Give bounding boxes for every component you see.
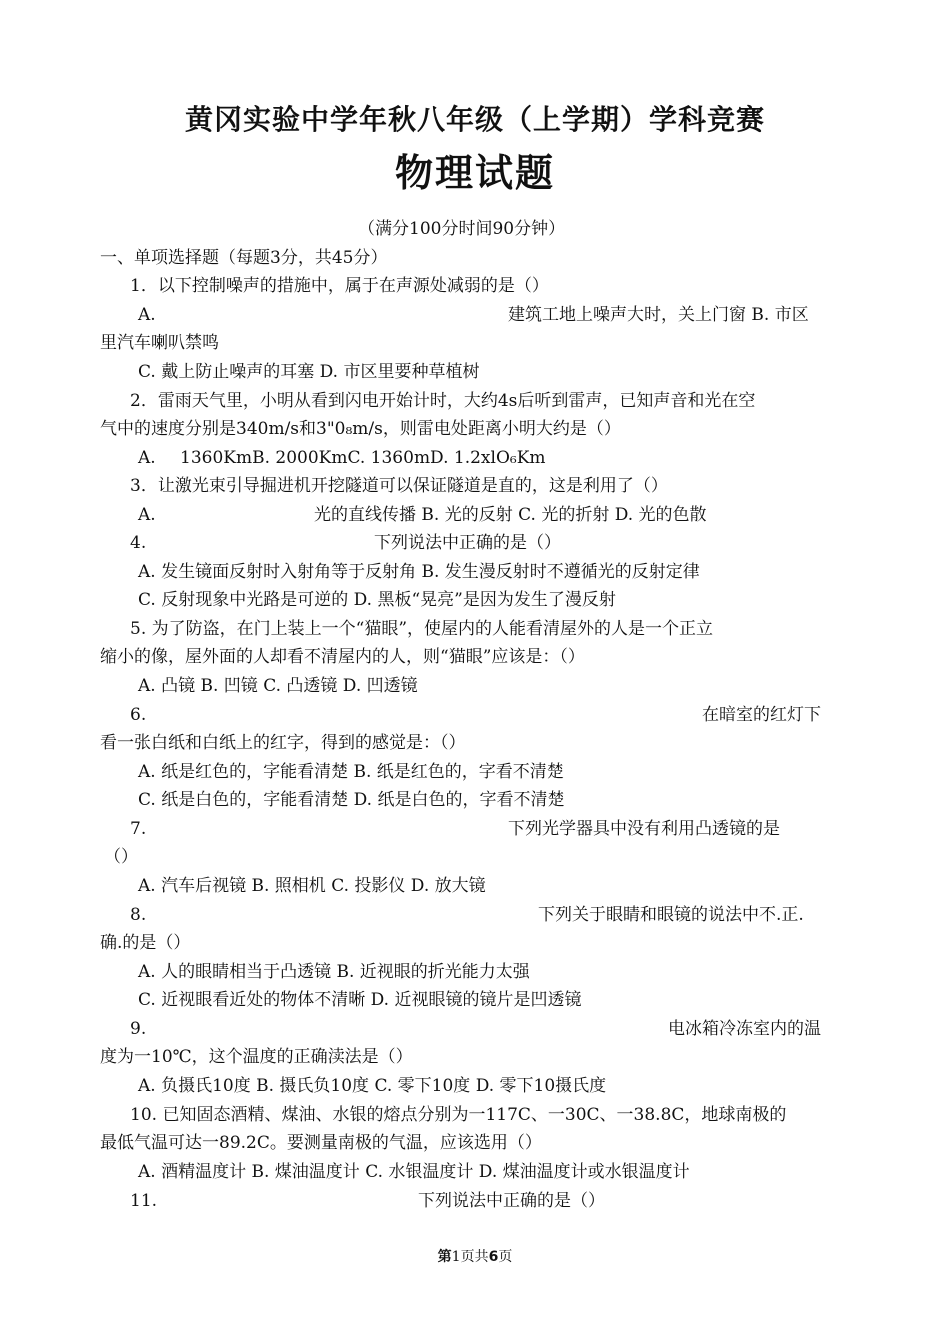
q8-number: 8. <box>130 905 147 925</box>
q7-number: 7. <box>130 819 147 839</box>
q9-options: A. 负摄氏10度 B. 摄氏负10度 C. 零下10度 D. 零下10摄氏度 <box>138 1076 607 1096</box>
footer-page-prefix: 第 <box>437 1249 452 1265</box>
q10-options: A. 酒精温度计 B. 煤油温度计 C. 水银温度计 D. 煤油温度计或水银温度计 <box>138 1162 690 1182</box>
q6-stem: 在暗室的红灯下 <box>702 705 821 725</box>
footer-page-suffix: 页 <box>498 1249 513 1265</box>
q1-stem: 1．以下控制噪声的措施中，属于在声源处减弱的是（） <box>130 276 549 296</box>
exam-subject: 物理试题 <box>394 151 555 195</box>
q2-stem: 2．雷雨天气里，小明从看到闪电开始计时，大约4s后听到雷声，已知声音和光在空 <box>130 391 756 411</box>
q5-stem: 5. 为了防盗，在门上装上一个“猫眼”，使屋内的人能看清屋外的人是一个正立 <box>130 619 714 639</box>
q1-options-cd: C. 戴上防止噪声的耳塞 D. 市区里要种草植树 <box>138 362 480 382</box>
q5-options: A. 凸镜 B. 凹镜 C. 凸透镜 D. 凹透镜 <box>138 676 418 696</box>
section-heading: 一、单项选择题（每题3分，共45分） <box>100 248 388 268</box>
q11-number: 11. <box>130 1191 158 1211</box>
q6-options-cd: C. 纸是白色的，字能看清楚 D. 纸是白色的，字看不清楚 <box>138 790 565 810</box>
q4-stem: 下列说法中正确的是（） <box>374 533 561 553</box>
q8-options-cd: C. 近视眼看近处的物体不清晰 D. 近视眼镜的镜片是凹透镜 <box>138 990 582 1010</box>
q7-stem-wrap: （） <box>104 847 138 867</box>
q1-options-wrap: 里汽车喇叭禁鸣 <box>100 333 219 353</box>
q8-stem: 下列关于眼睛和眼镜的说法中不.正. <box>538 905 804 925</box>
q8-options-ab: A. 人的眼睛相当于凸透镜 B. 近视眼的折光能力太强 <box>138 962 530 982</box>
q6-number: 6. <box>130 705 147 725</box>
q9-stem-wrap: 度为一10℃，这个温度的正确渎法是（） <box>100 1047 413 1067</box>
q5-stem-wrap: 缩小的像，屋外面的人却看不清屋内的人，则“猫眼”应该是：（） <box>100 647 585 667</box>
q1-options-ab: 建筑工地上噪声大时，关上门窗 B. 市区 <box>508 305 809 325</box>
footer-page-number: 1 <box>451 1249 461 1265</box>
q4-number: 4. <box>130 533 147 553</box>
q1-option-a-label: A. <box>138 305 156 325</box>
page-footer <box>0 1246 950 1266</box>
q8-stem-wrap: 确.的是（） <box>100 933 191 953</box>
q9-number: 9. <box>130 1019 147 1039</box>
q3-options: 光的直线传播 B. 光的反射 C. 光的折射 D. 光的色散 <box>314 505 707 525</box>
q3-option-a-label: A. <box>138 505 156 525</box>
q2-option-a-label: A. <box>138 448 156 468</box>
q6-options-ab: A. 纸是红色的，字能看清楚 B. 纸是红色的，字看不清楚 <box>138 762 564 782</box>
footer-page-total: 6 <box>488 1249 499 1265</box>
q2-options: 1360KmB. 2000KmC. 1360mD. 1.2xlO₆Km <box>180 448 546 468</box>
q11-stem: 下列说法中正确的是（） <box>418 1191 605 1211</box>
q7-options: A. 汽车后视镜 B. 照相机 C. 投影仪 D. 放大镜 <box>138 876 486 896</box>
q9-stem: 电冰箱冷冻室内的温 <box>668 1019 821 1039</box>
q10-stem-wrap: 最低气温可达一89.2C。要测量南极的气温，应该选用（） <box>100 1133 542 1153</box>
footer-page-mid: 页共 <box>460 1249 489 1265</box>
exam-info: （满分100分时间90分钟） <box>358 219 566 239</box>
q10-stem: 10. 已知固态酒精、煤油、水银的熔点分别为一117C、一30C、一38.8C，地球南极的 <box>130 1105 787 1125</box>
q4-options-cd: C. 反射现象中光路是可逆的 D. 黑板“晃亮”是因为发生了漫反射 <box>138 590 616 610</box>
q4-options-ab: A. 发生镜面反射时入射角等于反射角 B. 发生漫反射时不遵循光的反射定律 <box>138 562 700 582</box>
q6-stem-wrap: 看一张白纸和白纸上的红字，得到的感觉是：（） <box>100 733 466 753</box>
q2-stem-wrap: 气中的速度分别是340m/s和3"0₈m/s，则雷电处距离小明大约是（） <box>100 419 621 439</box>
exam-title: 黄冈实验中学年秋八年级（上学期）学科竞赛 <box>184 103 765 136</box>
q3-stem: 3．让激光束引导掘进机开挖隧道可以保证隧道是直的，这是利用了（） <box>130 476 668 496</box>
q7-stem: 下列光学器具中没有利用凸透镜的是 <box>508 819 780 839</box>
